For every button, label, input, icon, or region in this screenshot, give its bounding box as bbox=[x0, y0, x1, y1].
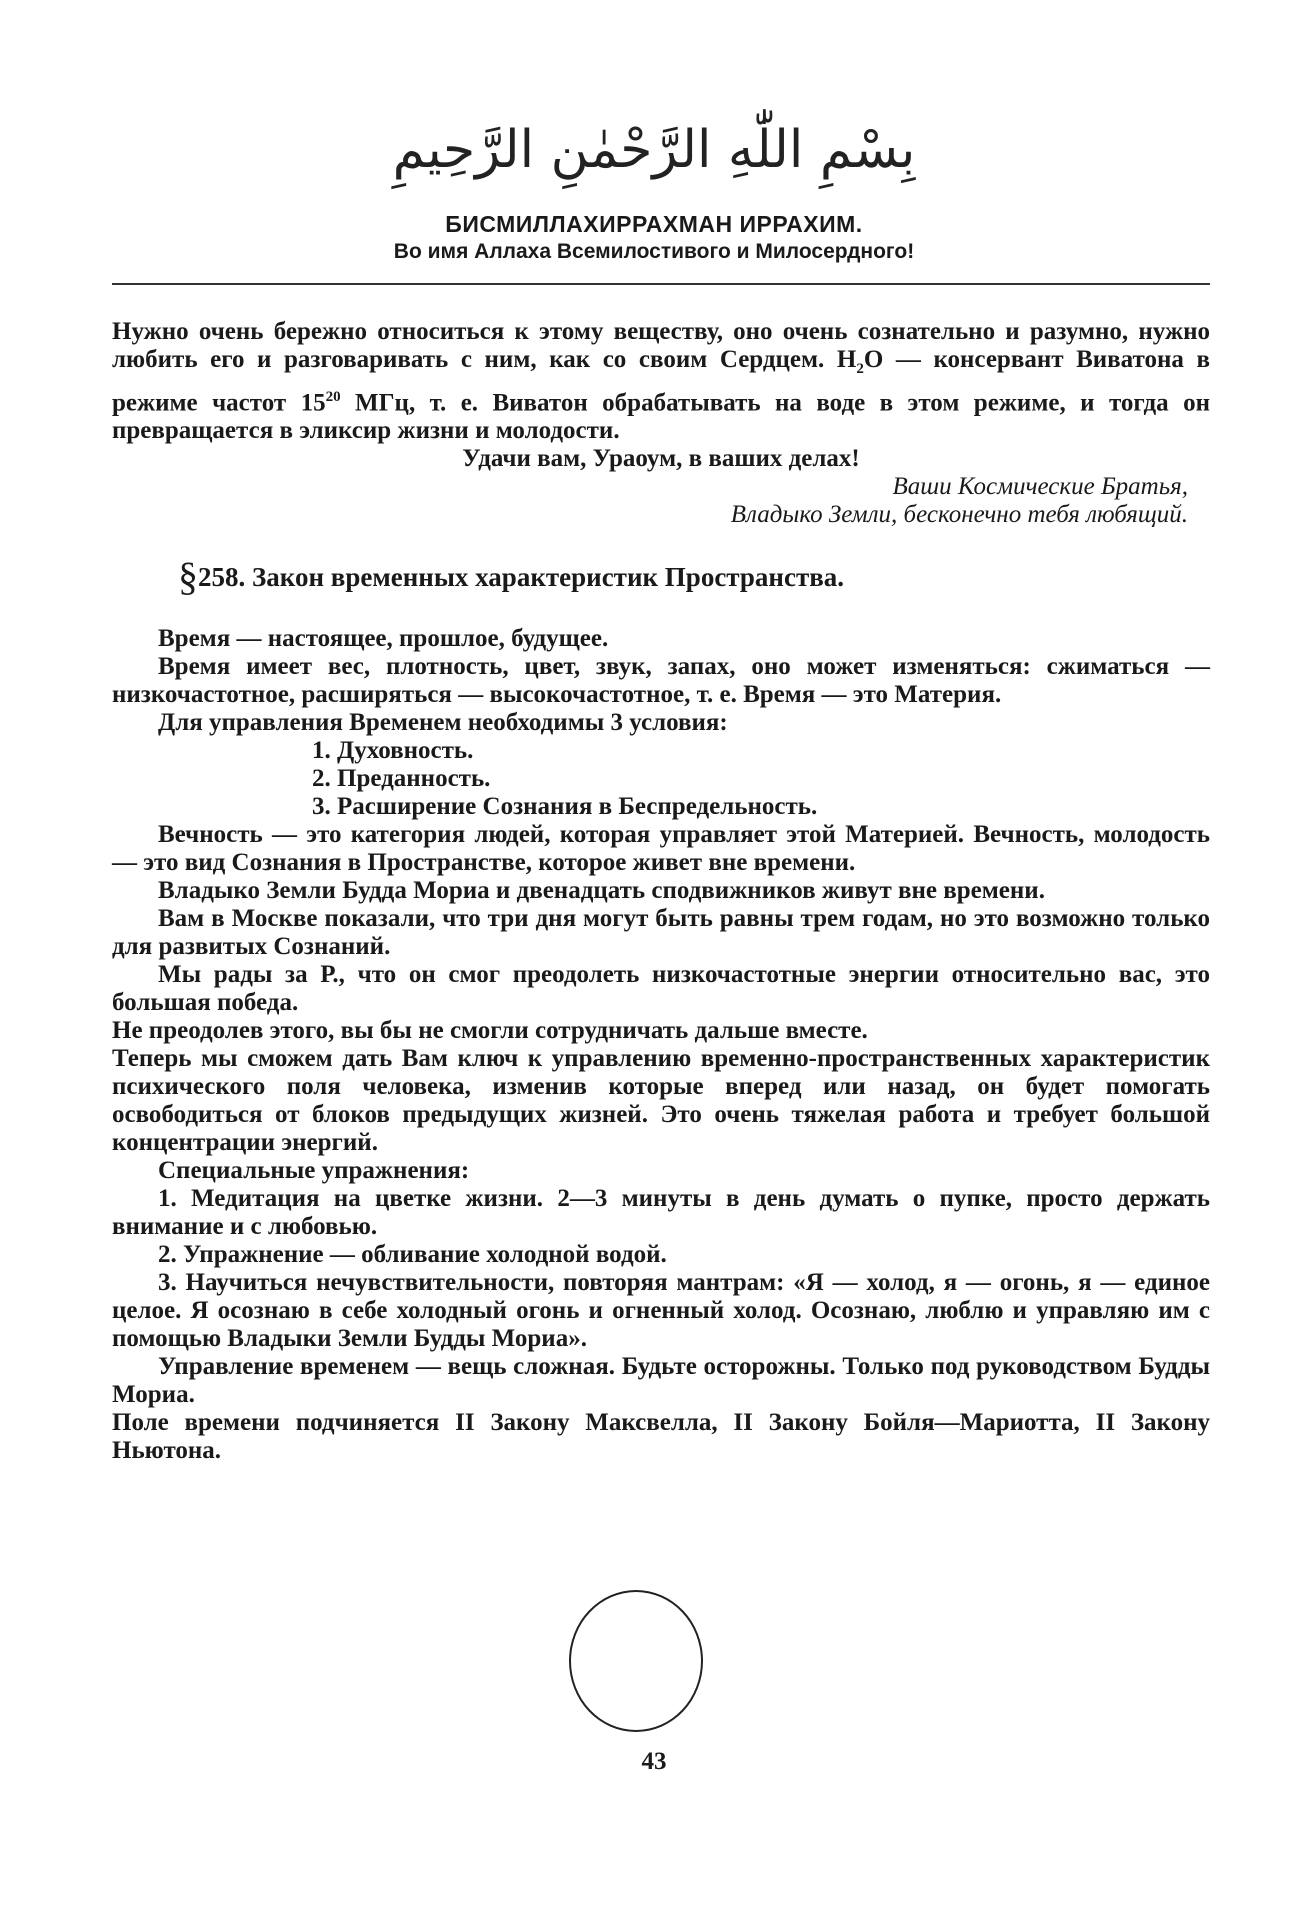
body-paragraph-12: 2. Упражнение — обливание холодной водой. bbox=[158, 1241, 667, 1269]
list-item: 2. Преданность. bbox=[312, 765, 491, 793]
section-symbol: § bbox=[178, 554, 198, 600]
list-item: 3. Расширение Сознания в Беспредельность. bbox=[312, 793, 818, 821]
body-paragraph-8: Не преодолев этого, вы бы не смогли сотрудничать дальше вместе. bbox=[112, 1017, 868, 1045]
body-paragraph-2: Время имеет вес, плотность, цвет, звук, запах, оно может изменяться: сжиматься — низкочастотное, расширяться — высокочастотное, т. е. Время — это Материя. bbox=[112, 653, 1210, 709]
body-paragraph-7: Мы рады за Р., что он смог преодолеть низкочастотные энергии относительно вас, это большая победа. bbox=[112, 961, 1210, 1017]
section-heading bbox=[112, 554, 1210, 600]
body-paragraph-15: Поле времени подчиняется II Закону Максвелла, II Закону Бойля—Мариотта, II Закону Ньютона. bbox=[112, 1409, 1210, 1465]
bismillah-transliteration: БИСМИЛЛАХИРРАХМАН ИРРАХИМ. bbox=[445, 211, 863, 237]
body-paragraph-5: Владыко Земли Будда Мориа и двенадцать сподвижников живут вне времени. bbox=[158, 877, 1045, 905]
intro-paragraph bbox=[112, 318, 1210, 445]
signature-line-1: Ваши Космические Братья, bbox=[892, 473, 1188, 501]
intro-text-1: Нужно очень бережно относиться к этому веществу, оно очень сознательно и разумно, нужно любить его и разговаривать с ним, как со своим Сердцем. H bbox=[112, 318, 1210, 373]
body-paragraph-6: Вам в Москве показали, что три дня могут быть равны трем годам, но это возможно только для развитых Сознаний. bbox=[112, 905, 1210, 961]
body-paragraph-11: 1. Медитация на цветке жизни. 2—3 минуты в день думать о пупке, просто держать внимание и с любовью. bbox=[112, 1185, 1210, 1241]
wish-line: Удачи вам, Ураоум, в ваших делах! bbox=[462, 445, 860, 473]
subscript-2: 2 bbox=[856, 361, 864, 377]
body-paragraph-13: 3. Научиться нечувствительности, повторяя мантрам: «Я — холод, я — огонь, я — единое целое. Я осознаю в себе холодный огонь и огненный холод. Осознаю, люблю и управляю им с помощью Владыки Земли Будды Мориа». bbox=[112, 1269, 1210, 1353]
section-title-text: 258. Закон временных характеристик Пространства. bbox=[198, 562, 845, 593]
bismillah-calligraphy: بِسْمِ اللّٰهِ الرَّحْمٰنِ الرَّحِيمِ bbox=[392, 120, 916, 180]
page-content bbox=[112, 318, 1210, 1465]
list-item: 1. Духовность. bbox=[312, 737, 474, 765]
body-paragraph-1: Время — настоящее, прошлое, будущее. bbox=[158, 625, 609, 653]
header-divider bbox=[112, 283, 1210, 285]
body-paragraph-9: Теперь мы сможем дать Вам ключ к управлению временно-пространственных характеристик психического поля человека, изменив которые вперед или назад, он будет помогать освободиться от блоков предыдущих жизней. Это очень тяжелая работа и требует большой концентрации энергий. bbox=[112, 1045, 1210, 1157]
circle-emblem bbox=[569, 1590, 703, 1732]
page-header bbox=[0, 110, 1308, 266]
body-paragraph-3: Для управления Временем необходимы 3 условия: bbox=[158, 709, 728, 737]
signature bbox=[112, 473, 1210, 529]
superscript-20: 20 bbox=[325, 389, 341, 405]
body-paragraph-4: Вечность — это категория людей, которая управляет этой Материей. Вечность, молодость — это вид Сознания в Пространстве, которое живет вне времени. bbox=[112, 821, 1210, 877]
body-paragraph-14: Управление временем — вещь сложная. Будьте осторожны. Только под руководством Будды Мориа. bbox=[112, 1353, 1210, 1409]
signature-line-2: Владыко Земли, бесконечно тебя любящий. bbox=[730, 501, 1188, 529]
bismillah-meaning: Во имя Аллаха Всемилостивого и Милосердного! bbox=[393, 240, 915, 263]
intro-text-2: O — консервант Виватона в режиме частот 15 bbox=[112, 346, 1210, 417]
body-paragraph-10: Специальные упражнения: bbox=[158, 1157, 470, 1185]
intro-text-3: МГц, т. е. Виватон обрабатывать на воде в этом режиме, и тогда он превращается в эликсир жизни и молодости. bbox=[112, 389, 1210, 445]
page-number: 43 bbox=[641, 1748, 667, 1775]
